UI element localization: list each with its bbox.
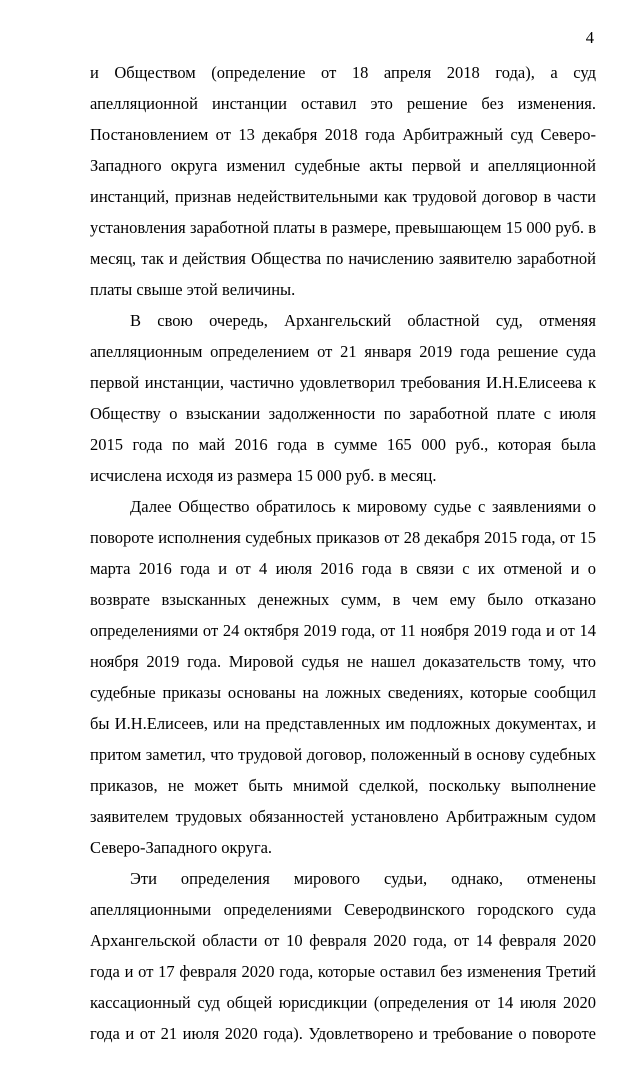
document-body [90, 57, 596, 1080]
page-number: 4 [585, 28, 594, 47]
paragraph: Далее Общество обратилось к мировому судье с заявлениями о повороте исполнения судебных приказов от 28 декабря 2015 года, от 15 марта 2016 года и от 4 июля 2016 года в связи с их отменой и о возврате взысканных денежных сумм, в чем ему было отказано определениями от 24 октября 2019 года, от 11 ноября 2019 года и от 14 ноября 2019 года. Мировой судья не нашел доказательств тому, что судебные приказы основаны на ложных сведениях, которые сообщил бы И.Н.Елисеев, или на представленных им подложных документах, и притом заметил, что трудовой договор, положенный в основу судебных приказов, не может быть мнимой сделкой, поскольку выполнение заявителем трудовых обязанностей установлено Арбитражным судом Северо-Западного округа. [90, 497, 596, 857]
paragraph: Эти определения мирового судьи, однако, отменены апелляционными определениями Северодвинского городского суда Архангельской области от 10 февраля 2020 года, от 14 февраля 2020 года и от 17 февраля 2020 года, которые оставил без изменения Третий кассационный суд общей юрисдикции (определения от 14 июля 2020 года и от 21 июля 2020 года). Удовлетворено и требование о повороте [90, 869, 596, 1043]
paragraph: В свою очередь, Архангельский областной суд, отменяя апелляционным определением от 21 января 2019 года решение суда первой инстанции, частично удовлетворил требования И.Н.Елисеева к Обществу о взыскании задолженности по заработной плате с июля 2015 года по май 2016 года в сумме 165 000 руб., которая была исчислена исходя из размера 15 000 руб. в месяц. [90, 311, 596, 485]
paragraph: и Обществом (определение от 18 апреля 2018 года), а суд апелляционной инстанции оставил это решение без изменения. Постановлением от 13 декабря 2018 года Арбитражный суд Северо-Западного округа изменил судебные акты первой и апелляционной инстанций, признав недействительными как трудовой договор в части установления заработной платы в размере, превышающем 15 000 руб. в месяц, так и действия Общества по начислению заявителю заработной платы свыше этой величины. [90, 63, 596, 299]
